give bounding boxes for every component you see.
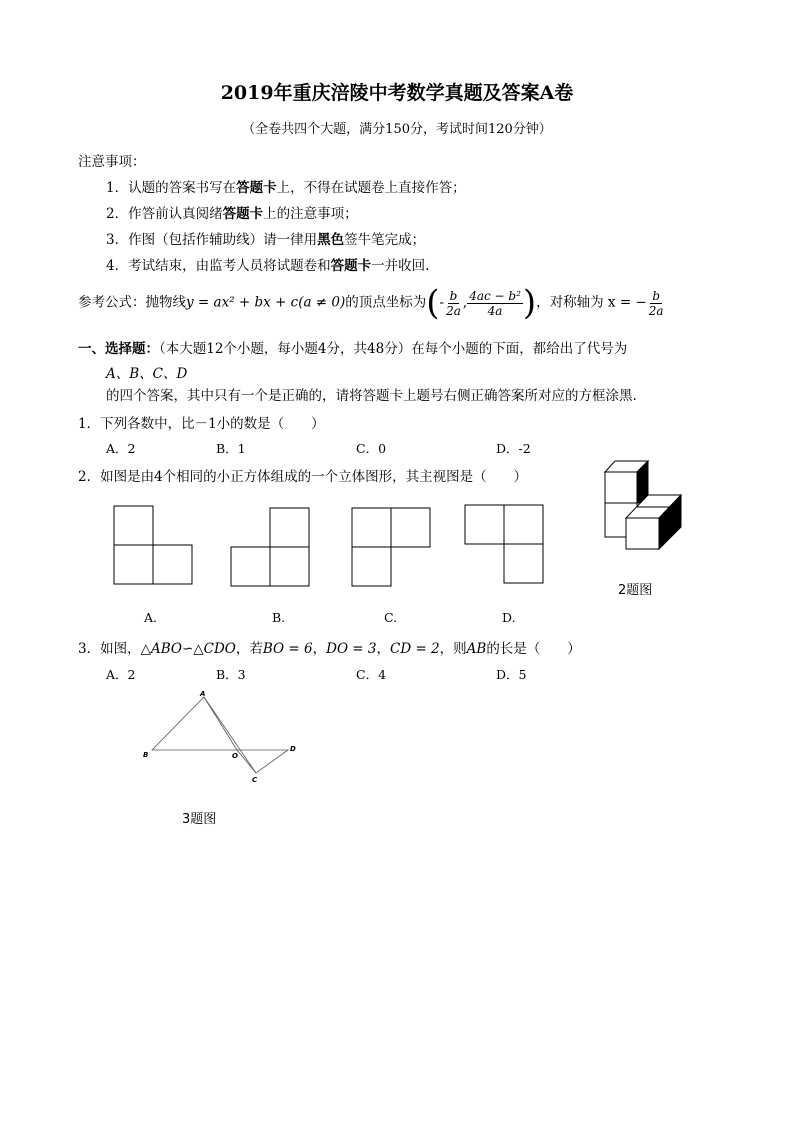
notice-text: 一并收回. [371, 258, 430, 274]
cube-face [504, 544, 543, 583]
vertex-x-sign: - [439, 294, 445, 311]
notice-text: 上的注意事项； [263, 206, 358, 222]
q3-text: 的长是（ ） [486, 641, 581, 657]
cube-face [465, 505, 504, 544]
cube-face [352, 547, 391, 586]
triangle-cdo [237, 750, 288, 773]
triangle-abo [152, 697, 237, 750]
cube-face [231, 547, 270, 586]
q2-figure-d [465, 505, 543, 583]
vertex-text: 的顶点坐标为 [345, 294, 427, 311]
fraction-numerator: 4ac − b² [469, 288, 521, 303]
cube-face [352, 508, 391, 547]
notice-text: 上，不得在试题卷上直接作答； [276, 180, 466, 196]
fraction-denominator: 2a [446, 303, 461, 318]
label-o: O [232, 752, 238, 760]
cube-face [114, 545, 153, 584]
notice-emphasis: 黑色 [317, 232, 345, 248]
q2-figure-caption: 2题图 [618, 583, 653, 598]
parabola-equation: y = ax² + bx + c(a ≠ 0) [186, 294, 346, 311]
q3-ab: AB [466, 641, 487, 657]
left-paren: ( [426, 283, 440, 323]
notice-emphasis: 答题卡 [222, 206, 264, 222]
fraction-numerator: b [652, 288, 660, 303]
q2-solid-figure [605, 461, 681, 549]
q3-cd-value: CD = 2 [390, 641, 440, 657]
cube-face [153, 545, 192, 584]
section-1-codes: A、B、C、D [106, 366, 188, 382]
reference-formula: 参考公式：抛物线y = ax² + bx + c(a ≠ 0)的顶点坐标为(- $\frac{b}{2a}$ , $\frac{\text{4ac − b²}}{4a}$ )，对称轴为 x = − $\frac{b}{2a}$ [78, 283, 664, 323]
cube-face [270, 508, 309, 547]
q3-figure-caption: 3题图 [182, 812, 217, 827]
q3-option-a: A．2 [106, 667, 136, 682]
q2-figure-b [231, 508, 309, 586]
cube-face [270, 547, 309, 586]
q1-option-a: A．2 [106, 441, 136, 456]
label-a: A [200, 690, 206, 698]
notice-text: 1．认题的答案书写在 [106, 180, 237, 196]
formula-prefix: 参考公式：抛物线 [78, 294, 186, 311]
page-title: 2019年重庆涪陵中考数学真题及答案A卷 [220, 82, 574, 104]
notice-text: 3．作图（包括作辅助线）请一律用 [106, 232, 318, 248]
q2-option-b: B. [272, 610, 286, 625]
q1-option-b: B．1 [216, 441, 246, 456]
section-desc: （本大题12个小题，每小题4分，共48分）在每个小题的下面，都给出了代号为 [159, 341, 628, 357]
page-subtitle: （全卷共四个大题，满分150分，考试时间120分钟） [242, 122, 552, 137]
q2-figure-a [114, 506, 192, 584]
q2-figure-c [352, 508, 430, 586]
label-c: C [252, 776, 258, 784]
fraction-numerator: b [449, 288, 458, 303]
q2-stem: 2．如图是由4个相同的小正方体组成的一个立体图形，其主视图是（ ） [78, 469, 528, 485]
q1-option-c: C．0 [356, 441, 387, 456]
notice-emphasis: 答题卡 [330, 258, 372, 274]
fraction-denominator: 4a [487, 303, 503, 318]
q3-option-d: D．5 [496, 667, 527, 682]
notice-text: 签牛笔完成； [344, 232, 426, 248]
q3-text: ，若 [235, 641, 263, 657]
q3-bo-value: BO = 6 [262, 641, 313, 657]
right-paren: ) [522, 283, 537, 323]
q2-option-a: A. [144, 610, 158, 625]
label-b: B [143, 751, 149, 759]
cube-face [504, 505, 543, 544]
q3-triangles [152, 697, 288, 773]
cube-front-face [605, 472, 637, 503]
notice-emphasis: 答题卡 [236, 180, 277, 196]
notice-text: 4．考试结束，由监考人员将试题卷和 [106, 258, 331, 274]
fraction-denominator: 2a [648, 303, 664, 318]
q3-text: 3．如图， [78, 641, 141, 657]
segment-ac [204, 697, 256, 773]
notice-heading: 注意事项： [78, 154, 146, 170]
notice-text: 2．作答前认真阅绪 [106, 206, 223, 222]
section-heading: 一、选择题： [78, 341, 159, 357]
q3-do-value: DO = 3 [326, 641, 377, 657]
section-1-desc: 的四个答案，其中只有一个是正确的，请将答题卡上题号右侧正确答案所对应的方框涂黑. [106, 388, 637, 404]
q2-option-c: C. [384, 610, 398, 625]
cube-front-face [626, 518, 659, 549]
q3-similarity: △ABO∽△CDO [140, 641, 236, 657]
label-d: D [290, 745, 296, 753]
q3-text: ，则 [439, 641, 467, 657]
q3-option-c: C．4 [356, 667, 387, 682]
q3-option-b: B．3 [216, 667, 246, 682]
q1-stem: 1．下列各数中，比－1小的数是（ ） [78, 416, 325, 432]
cube-face [391, 508, 430, 547]
axis-text: ，对称轴为 x = − [536, 294, 647, 311]
q3-stem: 3．如图，△ABO∽△CDO，若BO = 6，DO = 3，CD = 2，则AB的长是（ ） [78, 641, 581, 657]
q2-option-d: D. [502, 610, 516, 625]
q1-option-d: D．-2 [496, 441, 531, 456]
cube-face [114, 506, 153, 545]
